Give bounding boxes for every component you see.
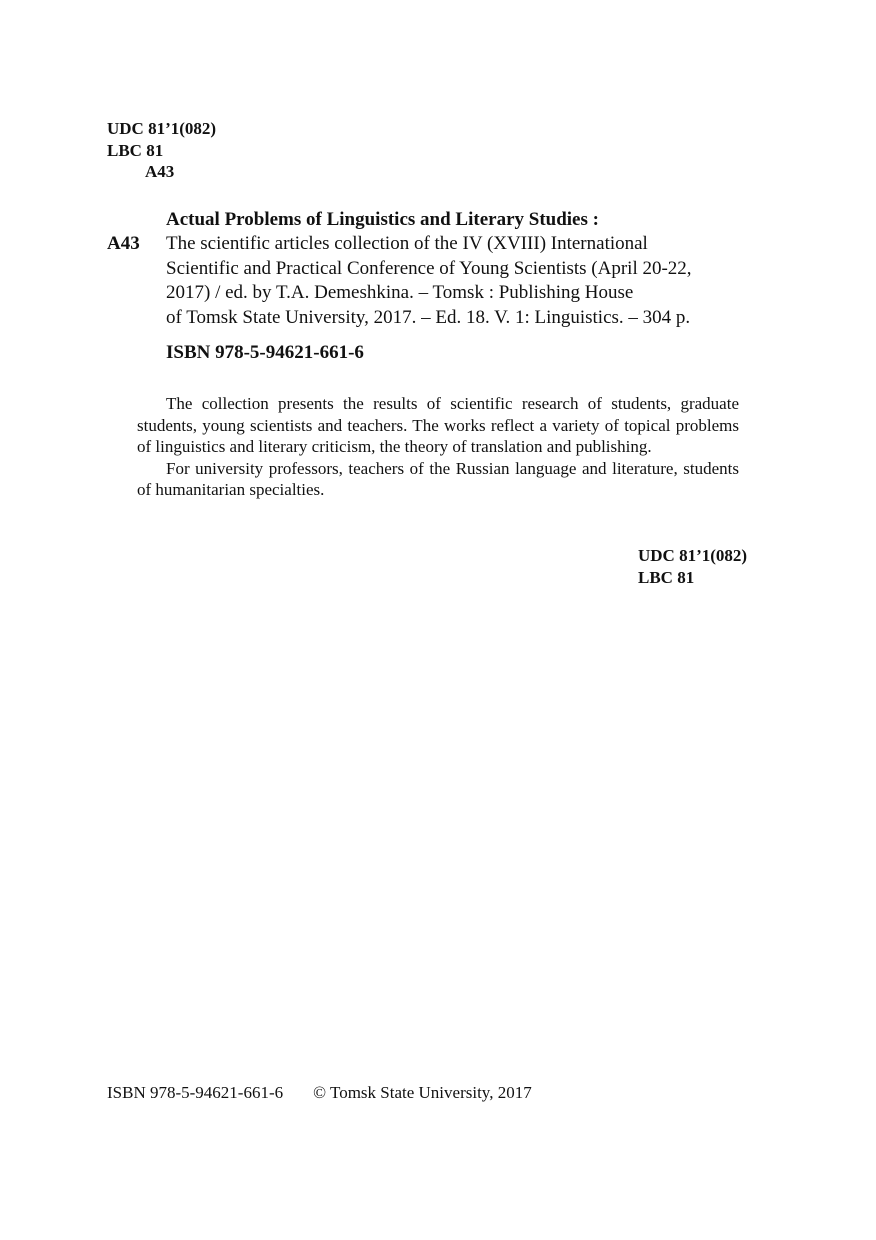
lbc-code: LBC 81 (107, 140, 164, 160)
author-mark: A43 (145, 162, 175, 181)
description-line: 2017) / ed. by T.A. Demeshkina. – Tomsk : Publishing House (166, 282, 634, 303)
annotation-paragraph: For university professors, teachers of the Russian language and literature, students of humanitarian specialties. (137, 458, 739, 499)
bibliographic-description (166, 232, 692, 330)
description-line: The scientific articles collection of the IV (XVIII) International (166, 233, 648, 254)
footer (107, 1083, 532, 1103)
udc-code: UDC 81’1(082) (107, 119, 217, 138)
annotation (137, 393, 739, 501)
side-author-mark: A43 (107, 233, 140, 254)
udc-code: UDC 81’1(082) (638, 546, 748, 565)
lbc-code: LBC 81 (638, 567, 695, 587)
description-line: Scientific and Practical Conference of Young Scientists (April 20-22, (166, 257, 692, 279)
isbn-number: ISBN 978-5-94621-661-6 (166, 342, 364, 363)
annotation-paragraph: The collection presents the results of scientific research of students, graduate students, young scientists and teachers. The works reflect a variety of topical problems of linguistics and literary criticism, the theory of translation and publishing. (137, 394, 739, 456)
description-line: of Tomsk State University, 2017. – Ed. 18. V. 1: Linguistics. – 304 p. (166, 306, 691, 328)
bottom-classification-codes (638, 545, 747, 588)
copyright-notice: © Tomsk State University, 2017 (313, 1083, 532, 1102)
classification-codes (107, 118, 216, 183)
footer-isbn: ISBN 978-5-94621-661-6 (107, 1083, 284, 1102)
book-title: Actual Problems of Linguistics and Literary Studies : (166, 209, 599, 230)
